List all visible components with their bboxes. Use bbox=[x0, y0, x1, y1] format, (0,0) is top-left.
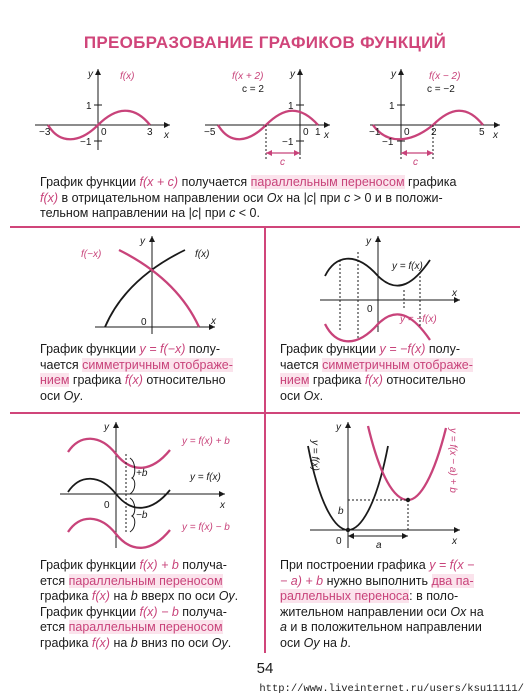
tick-label: 0 bbox=[303, 127, 309, 138]
graph-f-x-plus-minus-b bbox=[40, 418, 260, 553]
page-title: ПРЕОБРАЗОВАНИЕ ГРАФИКОВ ФУНКЦИЙ bbox=[83, 33, 447, 52]
axis-x-label: x bbox=[452, 536, 457, 547]
tick-label: 3 bbox=[147, 127, 153, 138]
shift-y-description: График функции f(x) + b получа- ется параллельным переносом графика f(x) на b вверх по оси Oy. График функции f(x) − b получа- ется параллельным переносом графика f(x) на b вниз по оси Oy. bbox=[40, 558, 239, 650]
tick-label: 2 bbox=[431, 127, 437, 138]
origin-label: 0 bbox=[336, 536, 342, 547]
reflect-y-description: График функции y = f(−x) полу- чается симметричным отображе- нием графика f(x) относительно оси Oy. bbox=[40, 342, 233, 403]
shift-b-label: b bbox=[338, 506, 344, 517]
graph-f-x-plus-2 bbox=[200, 65, 350, 168]
function-label: y = f(x) bbox=[392, 261, 423, 272]
function-label: f(x) bbox=[120, 71, 135, 82]
tick-label: 0 bbox=[101, 127, 107, 138]
shift-label: +b bbox=[136, 468, 148, 479]
axis-x-label: x bbox=[220, 500, 225, 511]
origin-label: 0 bbox=[104, 500, 110, 511]
tick-label: 1 bbox=[288, 101, 294, 112]
axis-y-label: y bbox=[336, 422, 341, 433]
tick-label: −5 bbox=[204, 127, 216, 138]
graph-f-x-minus-2 bbox=[365, 65, 515, 168]
function-label: f(−x) bbox=[81, 249, 102, 260]
tick-label: −1 bbox=[282, 137, 294, 148]
tick-label: 0 bbox=[404, 127, 410, 138]
tick-label: −1 bbox=[369, 127, 381, 138]
function-label: y = f(x) bbox=[190, 472, 221, 483]
graph-neg-f-x bbox=[300, 232, 500, 342]
reflect-x-description: График функции y = −f(x) полу- чается симметричным отображе- нием графика f(x) относительно оси Ox. bbox=[280, 342, 473, 403]
function-label: y = f(x) bbox=[309, 440, 320, 471]
axis-x-label: x bbox=[324, 130, 329, 141]
function-label: f(x + 2) bbox=[232, 71, 264, 82]
shift-a-label: a bbox=[376, 540, 382, 551]
tick-label: 1 bbox=[389, 101, 395, 112]
axis-y-label: y bbox=[391, 69, 396, 80]
shift-x-description: График функции f(x + c) получается параллельным переносом графика f(x) в отрицательном направлении оси Ox на |c| при c > 0 и в положи- тельном направлении на |c| при c < 0. bbox=[40, 175, 457, 220]
function-label: y = f(x − a) + b bbox=[447, 428, 458, 493]
tick-label: 5 bbox=[479, 127, 485, 138]
axis-y-label: y bbox=[88, 69, 93, 80]
shift-segment-label: c bbox=[280, 157, 285, 168]
graph-f-neg-x bbox=[55, 232, 255, 337]
function-label: y = f(x) − b bbox=[182, 522, 230, 533]
tick-label: −1 bbox=[382, 137, 394, 148]
axis-x-label: x bbox=[452, 288, 457, 299]
shift-label: −b bbox=[136, 510, 148, 521]
origin-label: 0 bbox=[141, 317, 147, 328]
tick-label: −1 bbox=[80, 137, 92, 148]
origin-label: 0 bbox=[367, 304, 373, 315]
tick-label: 1 bbox=[86, 101, 92, 112]
function-label: f(x) bbox=[195, 249, 210, 260]
axis-x-label: x bbox=[493, 130, 498, 141]
double-shift-description: При построении графика y = f(x − − a) + b нужно выполнить два па- раллельных переноса: в поло- жительном направлении оси Ox на a и в положительном направлении оси Oy на b. bbox=[280, 558, 484, 650]
axis-y-label: y bbox=[140, 236, 145, 247]
function-label: y = f(x) + b bbox=[182, 436, 230, 447]
tick-label: −3 bbox=[39, 127, 51, 138]
divider bbox=[264, 228, 266, 653]
page-number: 54 bbox=[256, 660, 274, 677]
function-label: y = −f(x) bbox=[400, 314, 437, 325]
shift-value: c = −2 bbox=[427, 84, 455, 95]
axis-y-label: y bbox=[290, 69, 295, 80]
graph-f-x-minus-a-plus-b bbox=[290, 418, 520, 553]
tick-label: 1 bbox=[315, 127, 321, 138]
source-url: http://www.liveinternet.ru/users/ksu11111/ bbox=[259, 683, 524, 695]
axis-x-label: x bbox=[211, 316, 216, 327]
axis-x-label: x bbox=[164, 130, 169, 141]
axis-y-label: y bbox=[366, 236, 371, 247]
axis-y-label: y bbox=[104, 422, 109, 433]
graph-f-x bbox=[30, 65, 180, 155]
shift-value: c = 2 bbox=[242, 84, 264, 95]
function-label: f(x − 2) bbox=[429, 71, 461, 82]
shift-segment-label: c bbox=[413, 157, 418, 168]
